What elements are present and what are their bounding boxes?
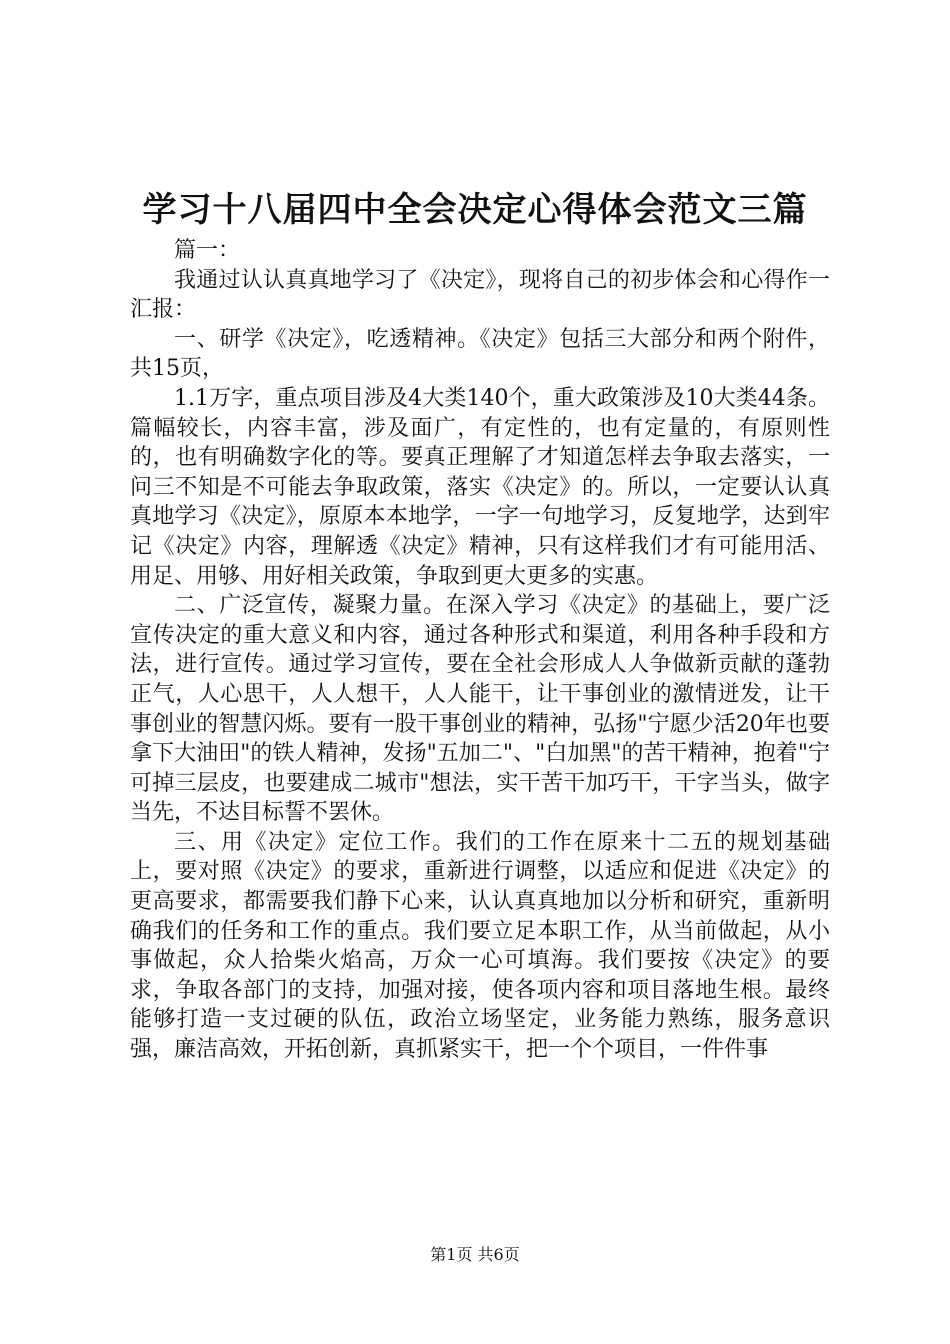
document-title: 学习十八届四中全会决定心得体会范文三篇 <box>142 190 808 230</box>
page-footer: 第1页 共6页 <box>430 1245 520 1264</box>
paragraph-point-two: 二、广泛宣传，凝聚力量。在深入学习《决定》的基础上，要广泛宣传决定的重大意义和内容，通过各种形式和渠道，利用各种手段和方法，进行宣传。通过学习宣传，要在全社会形成人人争做新贡献的蓬勃正气，人心思干，人人想干，人人能干，让干事创业的激情迸发，让干事创业的智慧闪烁。要有一股干事创业的精神，弘扬"宁愿少活20年也要拿下大油田"的铁人精神，发扬"五加二"、"白加黑"的苦干精神，抱着"宁可掉三层皮，也要建成二城市"想法，实干苦干加巧干，干字当头，做字当先，不达目标誓不罢休。 <box>130 593 830 826</box>
document-body <box>130 236 830 1065</box>
paragraph-point-three: 三、用《决定》定位工作。我们的工作在原来十二五的规划基础上，要对照《决定》的要求，重新进行调整，以适应和促进《决定》的更高要求，都需要我们静下心来，认认真真地加以分析和研究，重新明确我们的任务和工作的重点。我们要立足本职工作，从当前做起，从小事做起，众人拾柴火焰高，万众一心可填海。我们要按《决定》的要求，争取各部门的支持，加强对接，使各项内容和项目落地生根。最终能够打造一支过硬的队伍，政治立场坚定，业务能力熟练，服务意识强，廉洁高效，开拓创新，真抓紧实干，把一个个项目，一件件事 <box>130 829 830 1063</box>
paragraph-intro: 我通过认认真真地学习了《决定》，现将自己的初步体会和心得作一汇报： <box>130 267 830 323</box>
paragraph-point-one-detail: 1.1万字，重点项目涉及4大类140个，重大政策涉及10大类44条。篇幅较长，内容丰富，涉及面广，有定性的，也有定量的，有原则性的，也有明确数字化的等。要真正理解了才知道怎样去争取去落实，一问三不知是不可能去争取政策，落实《决定》的。所以，一定要认认真真地学习《决定》，原原本本地学，一字一句地学习，反复地学，达到牢记《决定》内容，理解透《决定》精神，只有这样我们才有可能用活、用足、用够、用好相关政策，争取到更大更多的实惠。 <box>130 385 830 589</box>
paragraph-section-heading: 篇一： <box>174 238 241 263</box>
paragraph-point-one: 一、研学《决定》，吃透精神。《决定》包括三大部分和两个附件，共15页， <box>130 326 830 382</box>
